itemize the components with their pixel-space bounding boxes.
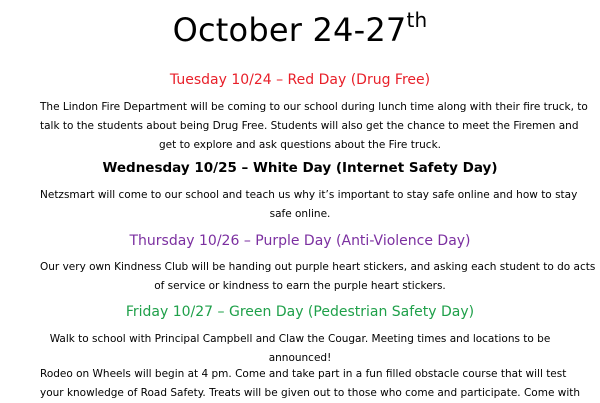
wednesday-line-2: safe online. [269,208,331,220]
tuesday-line-1: The Lindon Fire Department will be coming to our school during lunch time along with their fire truck, to [40,101,588,113]
rodeo-description [40,365,581,403]
wednesday-line-1: Netzsmart will come to our school and teach us why it’s important to stay safe online and how to stay [40,189,578,201]
thursday-line-2: of service or kindness to earn the purple heart stickers. [154,280,446,292]
page-title [0,6,600,58]
friday-description [40,330,560,368]
thursday-line-1: Our very own Kindness Club will be handing out purple heart stickers, and asking each student to do acts [40,261,596,273]
wednesday-description [40,186,578,224]
wednesday-heading: Wednesday 10/25 – White Day (Internet Safety Day) [102,160,498,176]
thursday-heading: Thursday 10/26 – Purple Day (Anti-Violence Day) [129,233,471,249]
friday-heading: Friday 10/27 – Green Day (Pedestrian Safety Day) [125,304,475,320]
tuesday-line-2: talk to the students about being Drug Free. Students will also get the chance to meet the Firemen and [40,120,579,132]
thursday-description [40,258,596,296]
tuesday-description [40,98,588,155]
tuesday-line-3: get to explore and ask questions about the Fire truck. [159,139,441,151]
rodeo-line-2: your knowledge of Road Safety. Treats will be given out to those who come and participate. Come with [40,387,581,399]
tuesday-heading: Tuesday 10/24 – Red Day (Drug Free) [169,72,431,88]
friday-line-2: announced! [268,352,332,364]
title-superscript: th [406,8,428,32]
title-main: October 24-27 [172,11,407,49]
rodeo-line-1: Rodeo on Wheels will begin at 4 pm. Come and take part in a fun filled obstacle course that will test [40,368,567,380]
friday-line-1: Walk to school with Principal Campbell and Claw the Cougar. Meeting times and locations to be [49,333,551,345]
